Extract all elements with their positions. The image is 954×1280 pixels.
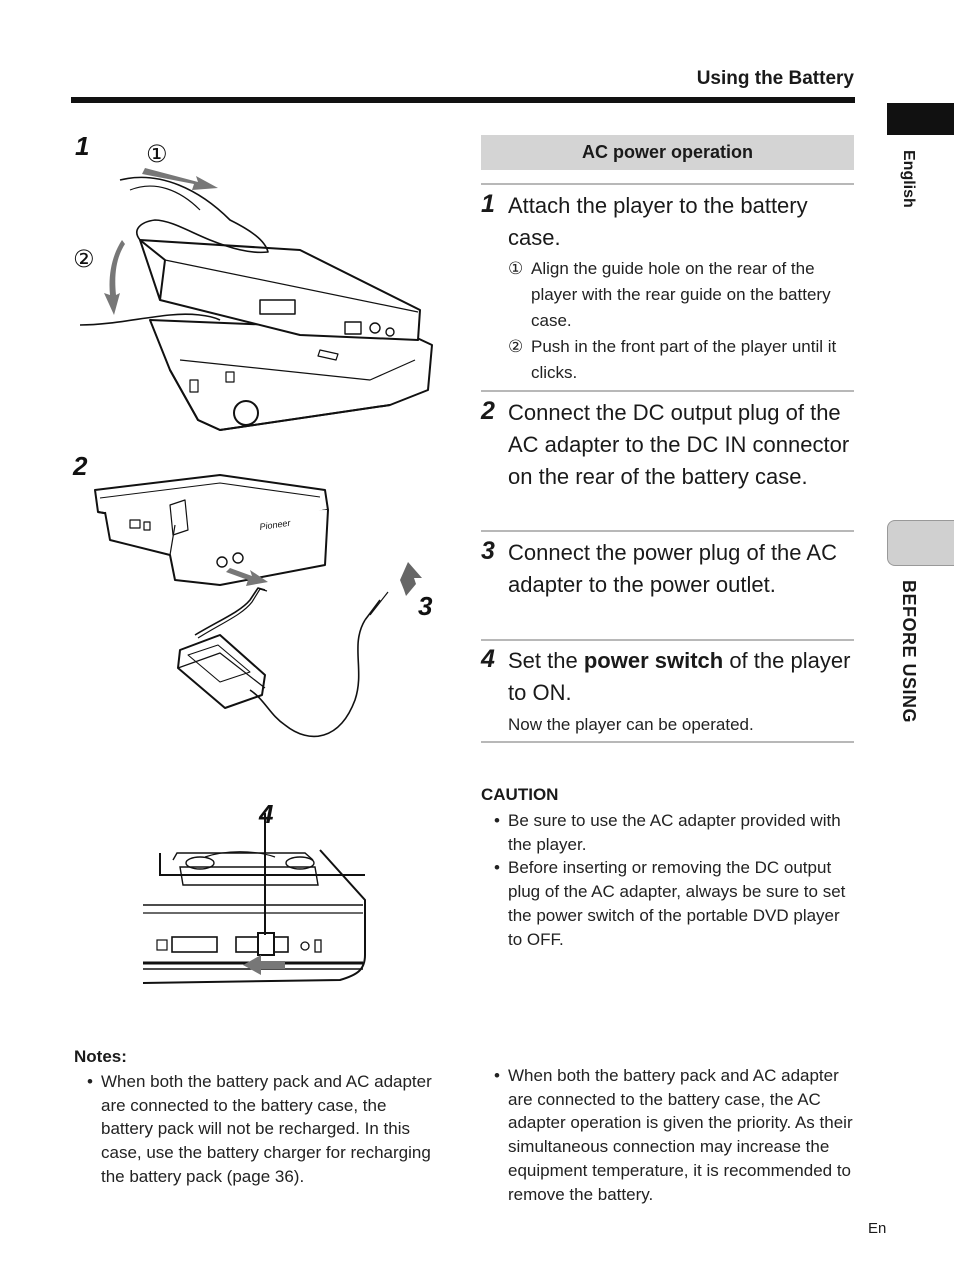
step-text xyxy=(508,645,854,709)
figure-label-3: 3 xyxy=(418,591,433,621)
caution-list xyxy=(489,809,857,951)
circled-mark: ① xyxy=(508,259,524,278)
notes-right xyxy=(489,1064,857,1206)
step-3 xyxy=(481,537,854,601)
figure-label-4: 4 xyxy=(259,799,274,829)
header-rule xyxy=(71,97,855,103)
step-2 xyxy=(481,397,854,493)
section-tab xyxy=(887,520,954,566)
rule xyxy=(481,530,854,532)
step-number: 2 xyxy=(481,397,495,425)
step-text: Attach the player to the battery case. xyxy=(508,193,808,250)
figure-power-switch xyxy=(135,795,375,1010)
caution-item: • Before inserting or removing the DC output plug of the AC adapter, always be sure to set the power switch of the portable DVD player to OFF. xyxy=(489,856,857,951)
circled-mark: ② xyxy=(508,337,524,356)
step-text: Connect the DC output plug of the AC adapter to the DC IN connector on the rear of the battery case. xyxy=(508,400,850,489)
step-1 xyxy=(481,190,854,386)
note-item: • When both the battery pack and AC adapter are connected to the battery case, the battery pack will not be recharged. In this case, use the battery charger for recharging the battery pack (page 36). xyxy=(82,1070,437,1189)
rule xyxy=(481,183,854,185)
language-tab xyxy=(887,103,954,135)
language-label: English xyxy=(900,150,917,208)
power-switch-term: power switch xyxy=(583,648,724,673)
step-number: 4 xyxy=(481,645,495,673)
figure-label-1: 1 xyxy=(75,131,90,161)
step-text: Connect the power plug of the AC adapter to the power outlet. xyxy=(508,540,837,597)
figure-connect-adapter xyxy=(70,450,450,750)
step-number: 1 xyxy=(481,190,495,218)
note-item: • When both the battery pack and AC adapter are connected to the battery case, the AC adapter operation is given the priority. As their simultaneous connection may increase the equipment temperature, it is recommended to remove the battery. xyxy=(489,1064,857,1206)
brand-logo: Pioneer xyxy=(258,517,292,532)
rule xyxy=(481,639,854,641)
section-heading: AC power operation xyxy=(481,135,854,170)
rule xyxy=(481,390,854,392)
sub-item xyxy=(508,334,854,386)
notes-left xyxy=(82,1070,437,1189)
figure-attach-player xyxy=(70,130,450,440)
step-4 xyxy=(481,645,854,738)
circled-1: ① xyxy=(146,140,168,168)
running-header: Using the Battery xyxy=(696,68,854,89)
figure-label-2: 2 xyxy=(73,451,88,481)
sub-text: Push in the front part of the player until it clicks. xyxy=(531,337,837,382)
step-number: 3 xyxy=(481,537,495,565)
step-text-pre: Set the xyxy=(508,648,584,673)
notes-title: Notes: xyxy=(74,1047,127,1066)
page-language-label: En xyxy=(868,1220,887,1237)
rule xyxy=(481,741,854,743)
circled-2: ② xyxy=(73,245,95,273)
sub-item xyxy=(508,256,854,334)
sub-text: Align the guide hole on the rear of the player with the rear guide on the battery case. xyxy=(531,259,831,330)
step-text-post: of the player to ON. xyxy=(508,648,851,705)
caution-item: • Be sure to use the AC adapter provided with the player. xyxy=(489,809,857,856)
section-label: BEFORE USING xyxy=(899,580,919,724)
caution-title: CAUTION xyxy=(481,785,559,804)
step-note: Now the player can be operated. xyxy=(508,715,754,734)
